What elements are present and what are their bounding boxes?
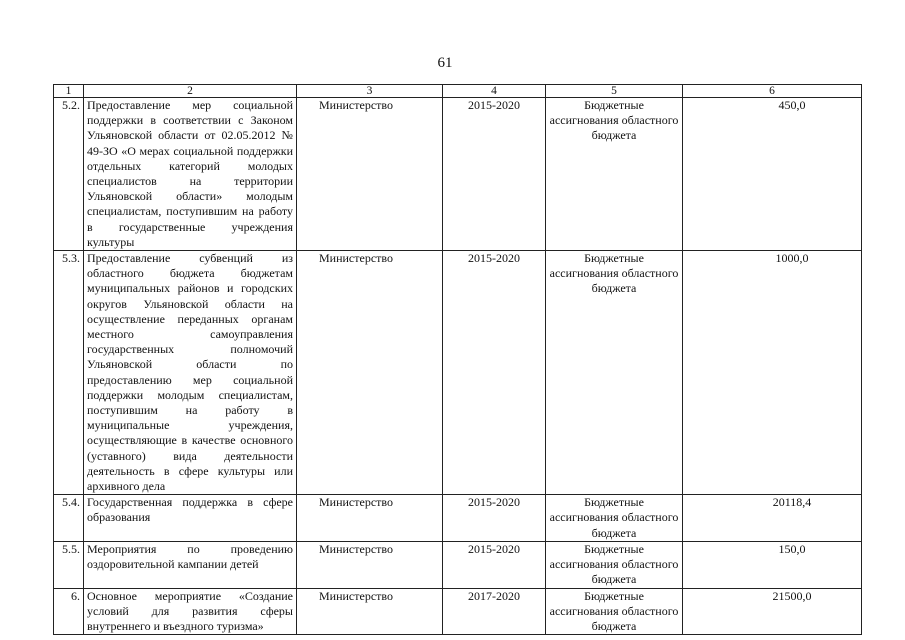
amount: 1000,0 — [775, 251, 809, 266]
executor: Министерство — [297, 495, 443, 542]
row-number: 5.5. — [54, 541, 84, 588]
amount-cell — [683, 541, 862, 588]
measure-name: Мероприятия по проведению оздоровительной кампании детей — [84, 541, 297, 588]
funding-source: Бюджетные ассигнования областного бюджета — [546, 495, 683, 542]
column-header: 6 — [683, 85, 862, 98]
column-header: 5 — [546, 85, 683, 98]
row-number: 5.2. — [54, 98, 84, 251]
amount: 21500,0 — [772, 588, 812, 603]
amount: 150,0 — [778, 541, 806, 556]
amount: 450,0 — [778, 98, 806, 112]
measure-name: Государственная поддержка в сфере образования — [84, 495, 297, 542]
table-row — [54, 541, 862, 588]
period: 2017-2020 — [443, 588, 546, 635]
executor: Министерство — [297, 98, 443, 251]
period: 2015-2020 — [443, 98, 546, 251]
amount-cell — [683, 588, 862, 635]
row-number: 6. — [54, 588, 84, 635]
column-header: 2 — [84, 85, 297, 98]
period: 2015-2020 — [443, 251, 546, 495]
column-header: 4 — [443, 85, 546, 98]
amount: 20118,4 — [772, 495, 812, 510]
executor: Министерство — [297, 541, 443, 588]
program-table — [53, 84, 862, 635]
executor: Министерство — [297, 588, 443, 635]
table-row — [54, 495, 862, 542]
row-number: 5.3. — [54, 251, 84, 495]
funding-source: Бюджетные ассигнования областного бюджета — [546, 541, 683, 588]
period: 2015-2020 — [443, 541, 546, 588]
funding-source: Бюджетные ассигнования областного бюджета — [546, 98, 683, 251]
table-header-row — [54, 85, 862, 98]
row-number: 5.4. — [54, 495, 84, 542]
period: 2015-2020 — [443, 495, 546, 542]
executor: Министерство — [297, 251, 443, 495]
measure-name: Предоставление субвенций из областного бюджета бюджетам муниципальных районов и городских округов Ульяновской области на осуществление переданных органам местного самоуправления государственных полномочий Ульяновской области по предоставлению мер социальной поддержки молодым специалистам, поступившим на работу в муниципальные учреждения, осуществляющие в качестве основного (уставного) вида деятельности деятельность в сфере культуры или архивного дела — [84, 251, 297, 495]
table-row — [54, 251, 862, 495]
table-row — [54, 98, 862, 251]
measure-name: Основное мероприятие «Создание условий для развития сферы внутреннего и въездного туризма» — [84, 588, 297, 635]
measure-name: Предоставление мер социальной поддержки в соответствии с Законом Ульяновской области от 02.05.2012 № 49-ЗО «О мерах социальной поддержки отдельных категорий молодых специалистов на территории Ульяновской области» молодым специалистам, поступившим на работу в государственные учреждения культуры — [84, 98, 297, 251]
table-row — [54, 588, 862, 635]
amount-cell — [683, 251, 862, 495]
column-header: 3 — [297, 85, 443, 98]
amount-cell — [683, 495, 862, 542]
page-number: 61 — [437, 55, 453, 71]
amount-cell — [683, 98, 862, 251]
funding-source: Бюджетные ассигнования областного бюджета — [546, 251, 683, 495]
funding-source: Бюджетные ассигнования областного бюджета — [546, 588, 683, 635]
column-header: 1 — [54, 85, 84, 98]
